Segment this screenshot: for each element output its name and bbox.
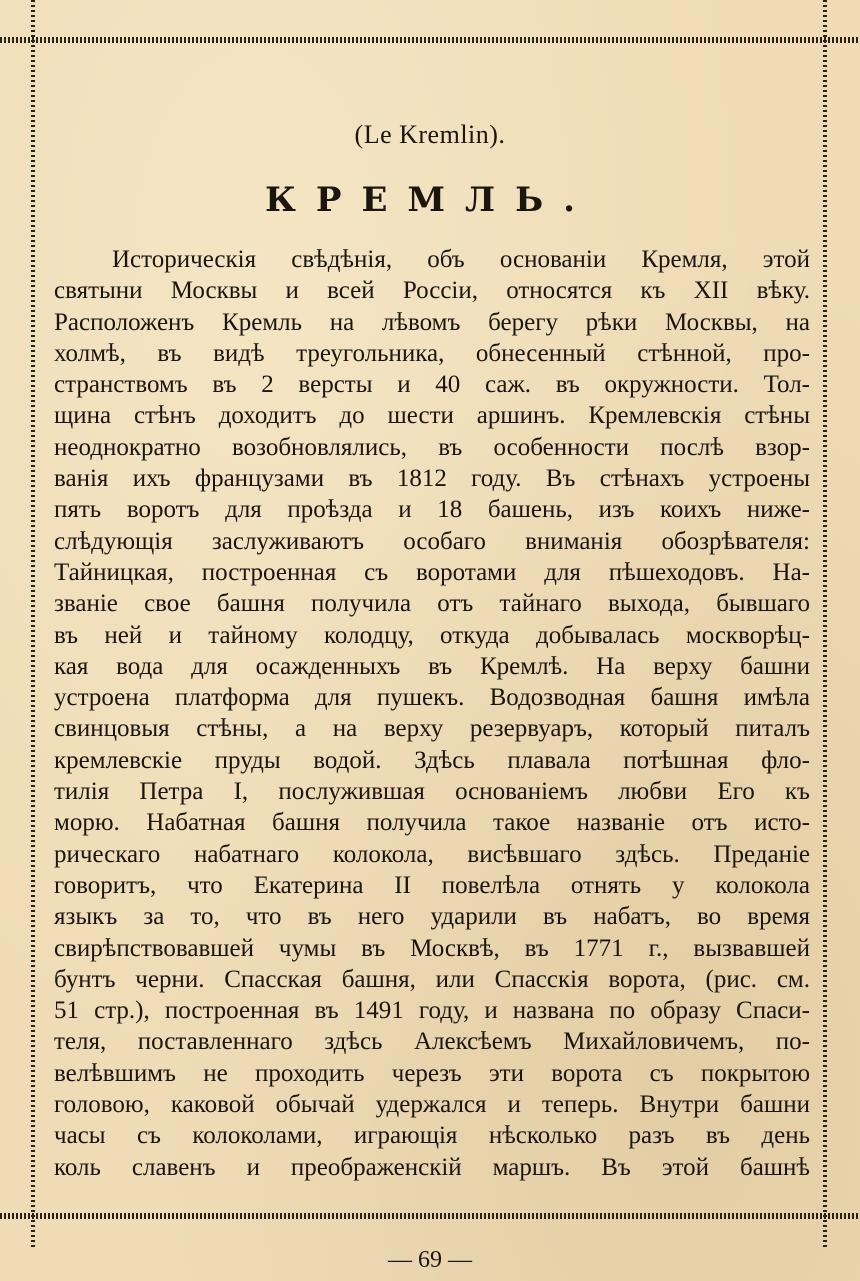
text-line: велѣвшимъ не проходить черезъ эти ворота съ покрытою <box>54 1059 810 1087</box>
text-line: коль славенъ и преображенскій маршъ. Въ этой башнѣ <box>54 1153 810 1181</box>
text-line: слѣдующія заслуживаютъ особаго вниманія обозрѣвателя: <box>54 527 810 555</box>
text-line: Тайницкая, построенная съ воротами для пѣшеходовъ. На- <box>54 558 810 586</box>
text-line: щина стѣнъ доходитъ до шести аршинъ. Кремлевскія стѣны <box>54 402 810 430</box>
text-line: Расположенъ Кремль на лѣвомъ берегу рѣки Москвы, на <box>54 308 810 336</box>
text-line: кремлевскіе пруды водой. Здѣсь плавала потѣшная фло- <box>54 746 810 774</box>
text-line: бунтъ черни. Спасская башня, или Спасскія ворота, (рис. см. <box>54 965 810 993</box>
text-line: морю. Набатная башня получила такое названіе отъ исто- <box>54 809 810 837</box>
text-line: кая вода для осажденныхъ въ Кремлѣ. На верху башни <box>54 652 810 680</box>
text-line: ванія ихъ французами въ 1812 году. Въ стѣнахъ устроены <box>54 465 810 493</box>
text-line: часы съ колоколами, играющія нѣсколько разъ въ день <box>54 1122 810 1150</box>
text-line: теля, поставленнаго здѣсь Алексѣемъ Михайловичемъ, по- <box>54 1028 810 1056</box>
text-line: языкъ за то, что въ него ударили въ набатъ, во время <box>54 903 810 931</box>
text-line: въ ней и тайному колодцу, откуда добывалась москворѣц- <box>54 621 810 649</box>
text-line: 51 стр.), построенная въ 1491 году, и названа по образу Спаси- <box>54 997 810 1025</box>
text-line: устроена платформа для пушекъ. Водозводная башня имѣла <box>54 684 810 712</box>
text-line: холмѣ, въ видѣ треугольника, обнесенный стѣнной, про- <box>54 339 810 367</box>
text-line: странствомъ въ 2 версты и 40 саж. въ окружности. Тол- <box>54 371 810 399</box>
text-line: Историческія свѣдѣнія, объ основаніи Кремля, этой <box>112 246 810 273</box>
text-line: говоритъ, что Екатерина II повелѣла отнять у колокола <box>54 871 810 899</box>
page-number: — 69 — <box>388 1247 472 1273</box>
text-line: неоднократно возобновлялись, въ особенности послѣ взор- <box>54 433 810 461</box>
text-line: свинцовыя стѣны, а на верху резервуаръ, который питалъ <box>54 715 810 743</box>
text-line: головою, каковой обычай удержался и теперь. Внутри башни <box>54 1091 810 1119</box>
page-subtitle: (Le Kremlin). <box>354 120 506 149</box>
text-line: святыни Москвы и всей Россіи, относятся къ XII вѣку. <box>54 277 810 305</box>
body-text <box>54 244 810 1183</box>
text-line: званіе свое башня получила отъ тайнаго выхода, бывшаго <box>54 590 810 618</box>
page-title: КРЕМЛЬ. <box>264 180 595 220</box>
text-line: пять воротъ для проѣзда и 18 башень, изъ коихъ ниже- <box>54 496 810 524</box>
text-line: свирѣпствовавшей чумы въ Москвѣ, въ 1771 г., вызвавшей <box>54 934 810 962</box>
text-line: рическаго набатнаго колокола, висѣвшаго здѣсь. Преданіе <box>54 840 810 868</box>
top-dotted-rule <box>0 37 860 43</box>
bottom-dotted-rule <box>0 1213 860 1219</box>
text-line: тилія Петра I, послужившая основаніемъ любви Его къ <box>54 778 810 806</box>
